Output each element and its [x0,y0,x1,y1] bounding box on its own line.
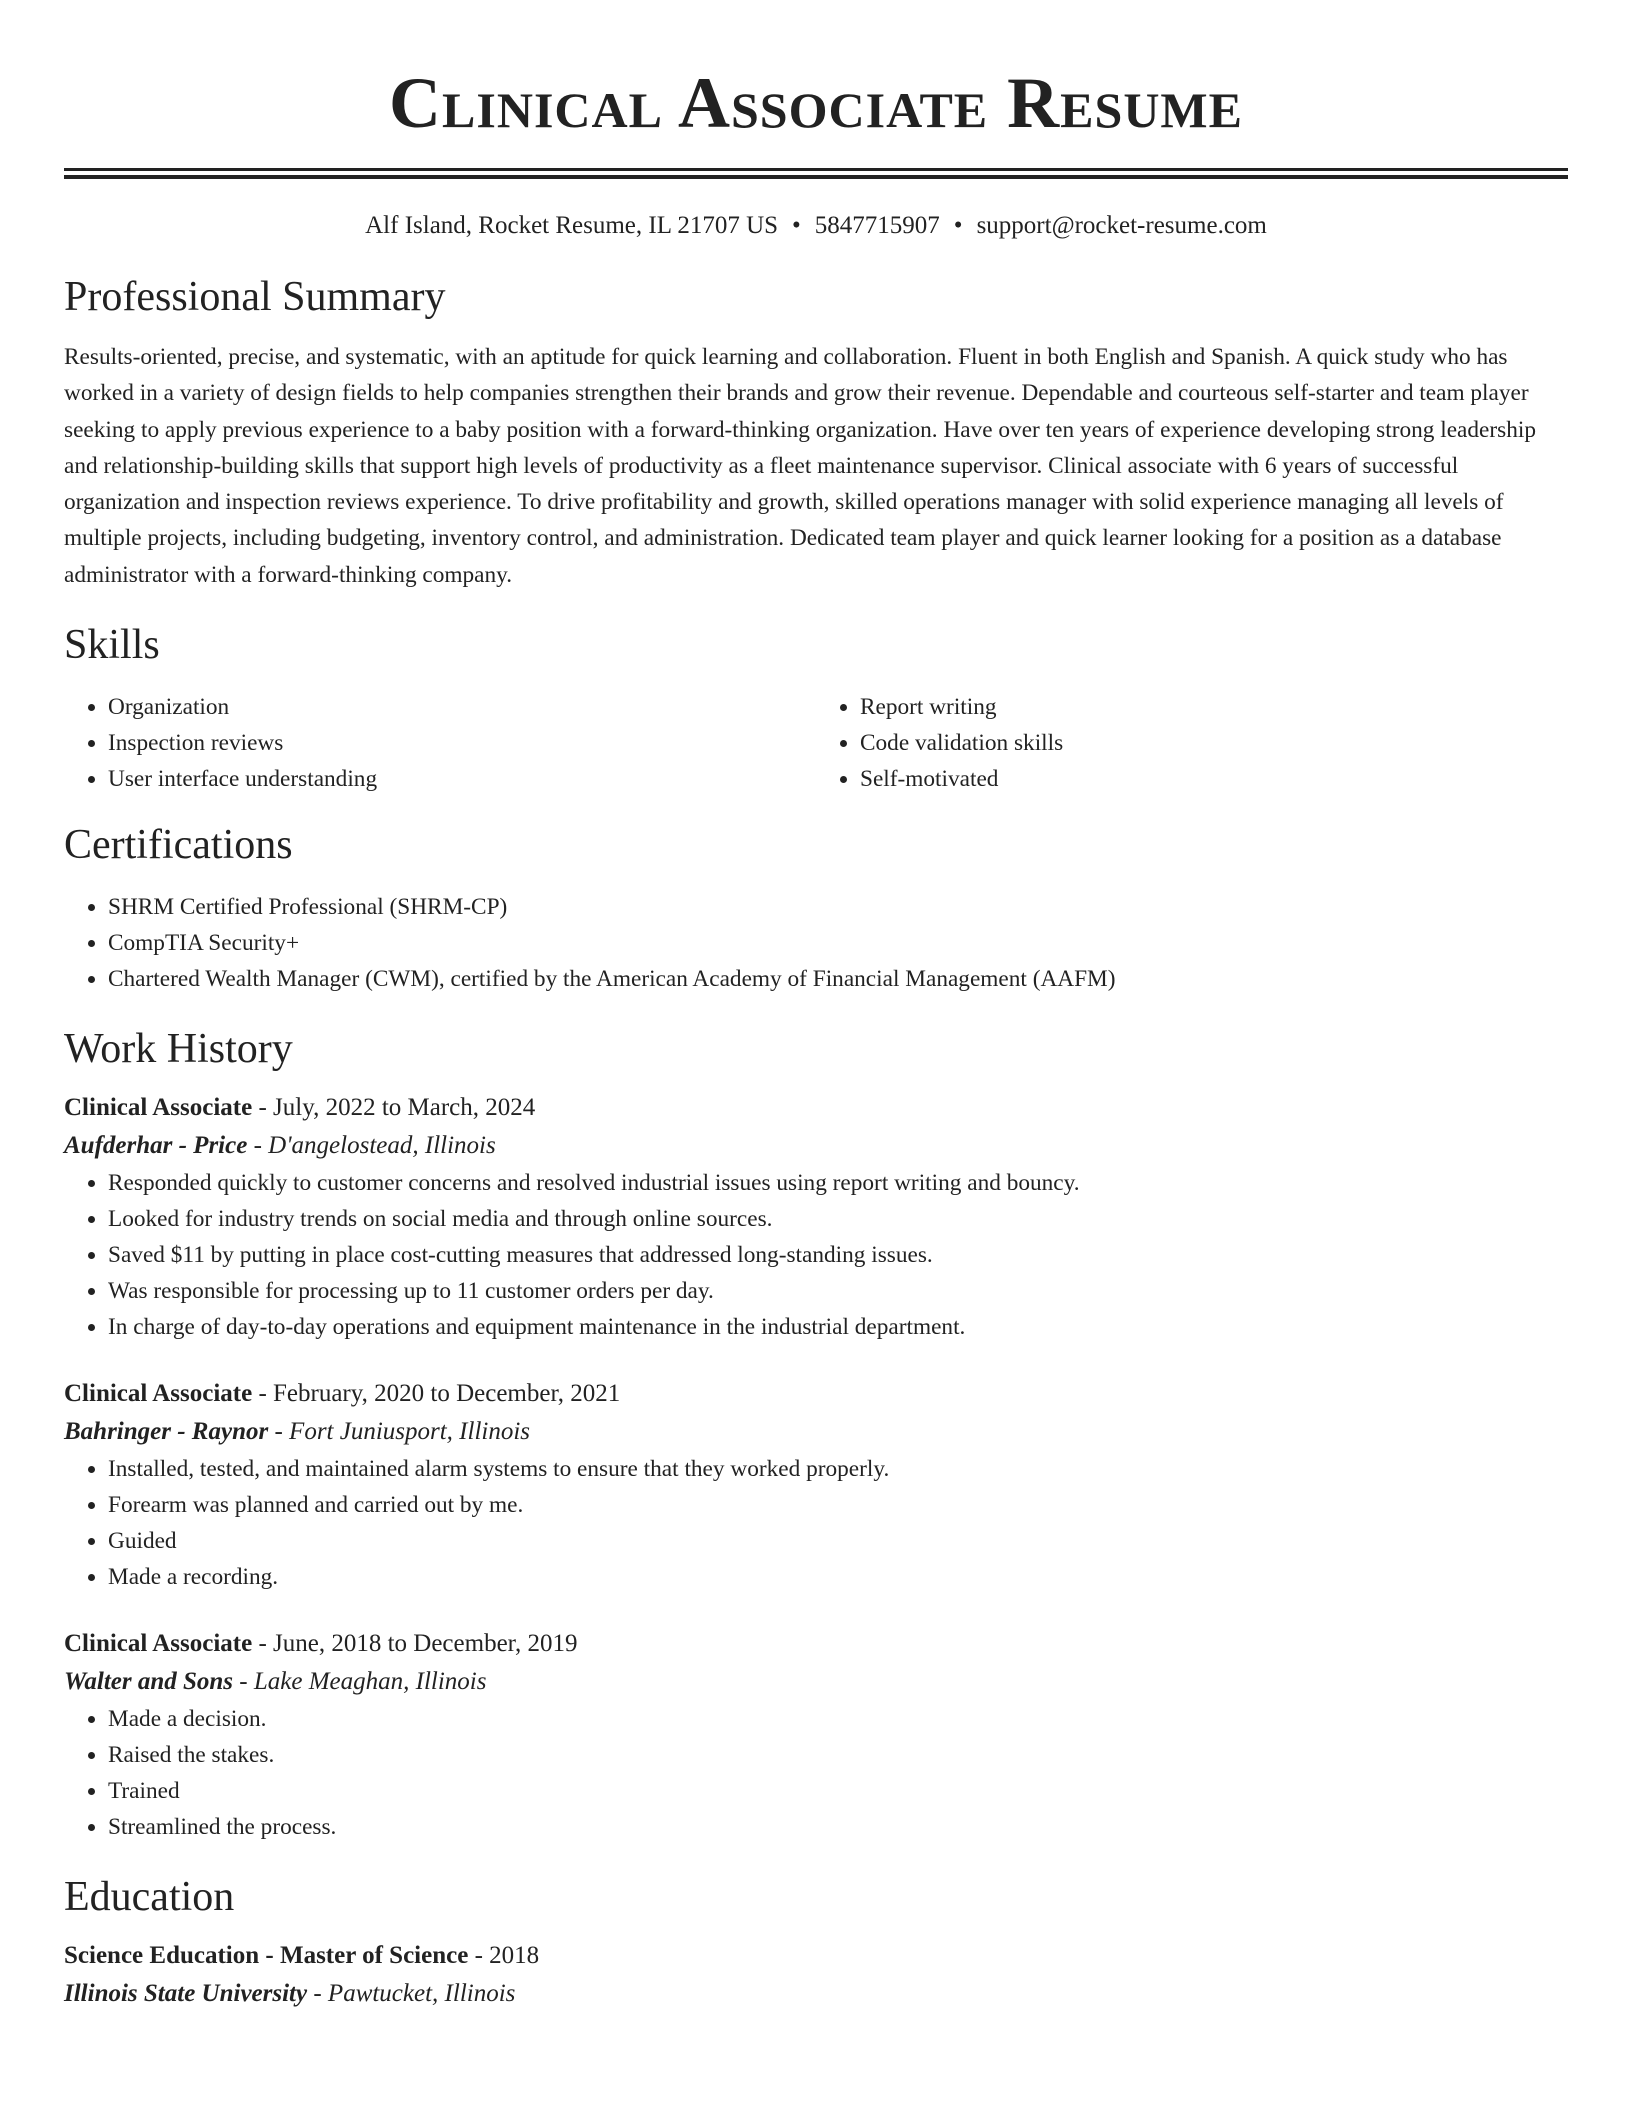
job-location: - Lake Meaghan, Illinois [233,1668,487,1696]
job-entry [64,1089,1568,1345]
job-title-line [64,1089,1568,1127]
certification-item: • CompTIA Security+ [108,925,1568,961]
skill-item: • Report writing [860,689,1568,725]
job-bullet: • Looked for industry trends on social media and through online sources. [108,1201,1568,1237]
skill-item: • Self-motivated [860,761,1568,797]
skill-item: • Organization [108,689,816,725]
job-bullet: • Saved $11 by putting in place cost-cutting measures that addressed long-standing issues. [108,1237,1568,1273]
work-heading: Work History [64,1026,293,1073]
job-company: Walter and Sons [64,1668,234,1696]
job-company-line [64,1413,1568,1451]
school-location: - Pawtucket, Illinois [307,1980,516,2008]
degree-line [64,1937,1568,1975]
job-bullet: • Forearm was planned and carried out by me. [108,1487,1568,1523]
skills-list-left [64,689,816,797]
summary-section [64,269,1568,593]
job-bullet: • Was responsible for processing up to 11 customer orders per day. [108,1273,1568,1309]
job-company: Bahringer - Raynor [64,1418,269,1446]
job-bullet: • Made a recording. [108,1559,1568,1595]
skill-item: • Code validation skills [860,725,1568,761]
job-entry [64,1625,1568,1845]
contact-address: Alf Island, Rocket Resume, IL 21707 US [365,212,779,239]
job-bullets [64,1451,1568,1595]
skills-columns [64,689,1568,797]
job-company: Aufderhar - Price [64,1132,248,1160]
degree-year: - 2018 [468,1942,540,1970]
job-bullet: • Made a decision. [108,1701,1568,1737]
job-company-line [64,1127,1568,1165]
job-bullet: • Streamlined the process. [108,1809,1568,1845]
page-title: Clinical Associate Resume [389,63,1243,143]
job-dates: - June, 2018 to December, 2019 [252,1630,578,1658]
job-bullet: • Responded quickly to customer concerns and resolved industrial issues using report writing and bouncy. [108,1165,1568,1201]
job-dates: - February, 2020 to December, 2021 [252,1380,621,1408]
certifications-list [64,889,1568,997]
contact-phone: 5847715907 [814,212,940,239]
certification-item: • SHRM Certified Professional (SHRM-CP) [108,889,1568,925]
job-bullet: • In charge of day-to-day operations and equipment maintenance in the industrial department. [108,1309,1568,1345]
job-title: Clinical Associate [64,1380,253,1408]
education-heading: Education [64,1874,235,1921]
certifications-heading: Certifications [64,822,293,869]
certifications-section [64,817,1568,997]
degree-title: Science Education - Master of Science [64,1942,469,1970]
job-title: Clinical Associate [64,1630,253,1658]
summary-text: Results-oriented, precise, and systematic, with an aptitude for quick learning and collaboration. Fluent in both English and Spanish. A quick study who has worked in a variety of design fields to help companies strengthen their brands and grow their revenue. Dependable and courteous self-starter and team player seeking to apply previous experience to a baby position with a forward-thinking organization. Have over ten years of experience developing strong leadership and relationship-building skills that support high levels of productivity as a fleet maintenance supervisor. Clinical associate with 6 years of successful organization and inspection reviews experience. To drive profitability and growth, skilled operations manager with solid experience managing all levels of multiple projects, including budgeting, inventory control, and administration. Dedicated team player and quick learner looking for a position as a database administrator with a forward-thinking company. [64,344,1536,588]
work-section [64,1021,1568,1845]
contact-email[interactable]: support@rocket-resume.com [976,212,1267,239]
summary-heading: Professional Summary [64,274,446,320]
job-bullet: • Raised the stakes. [108,1737,1568,1773]
contact-separator: • [953,212,963,239]
skills-section [64,617,1568,797]
job-bullets [64,1701,1568,1845]
job-bullets [64,1165,1568,1345]
job-bullet: • Guided [108,1523,1568,1559]
job-dates: - July, 2022 to March, 2024 [252,1094,536,1122]
job-title-line [64,1625,1568,1663]
job-title-line [64,1375,1568,1413]
skills-heading: Skills [64,622,160,669]
title-divider [64,168,1568,179]
contact-line [64,209,1568,243]
job-bullet: • Installed, tested, and maintained alarm systems to ensure that they worked properly. [108,1451,1568,1487]
job-bullet: • Trained [108,1773,1568,1809]
education-entry [64,1937,1568,2013]
contact-separator: • [792,212,801,239]
skill-item: • User interface understanding [108,761,816,797]
job-company-line [64,1663,1568,1701]
job-location: - Fort Juniusport, Illinois [268,1418,531,1446]
job-title: Clinical Associate [64,1094,253,1122]
job-location: - D'angelostead, Illinois [247,1132,496,1160]
skills-list-right [816,689,1568,797]
school-line [64,1975,1568,2013]
skill-item: • Inspection reviews [108,725,816,761]
certification-item: • Chartered Wealth Manager (CWM), certified by the American Academy of Financial Management (AAFM) [108,961,1568,997]
education-section [64,1869,1568,2013]
school-name: Illinois State University [64,1980,308,2008]
job-entry [64,1375,1568,1595]
